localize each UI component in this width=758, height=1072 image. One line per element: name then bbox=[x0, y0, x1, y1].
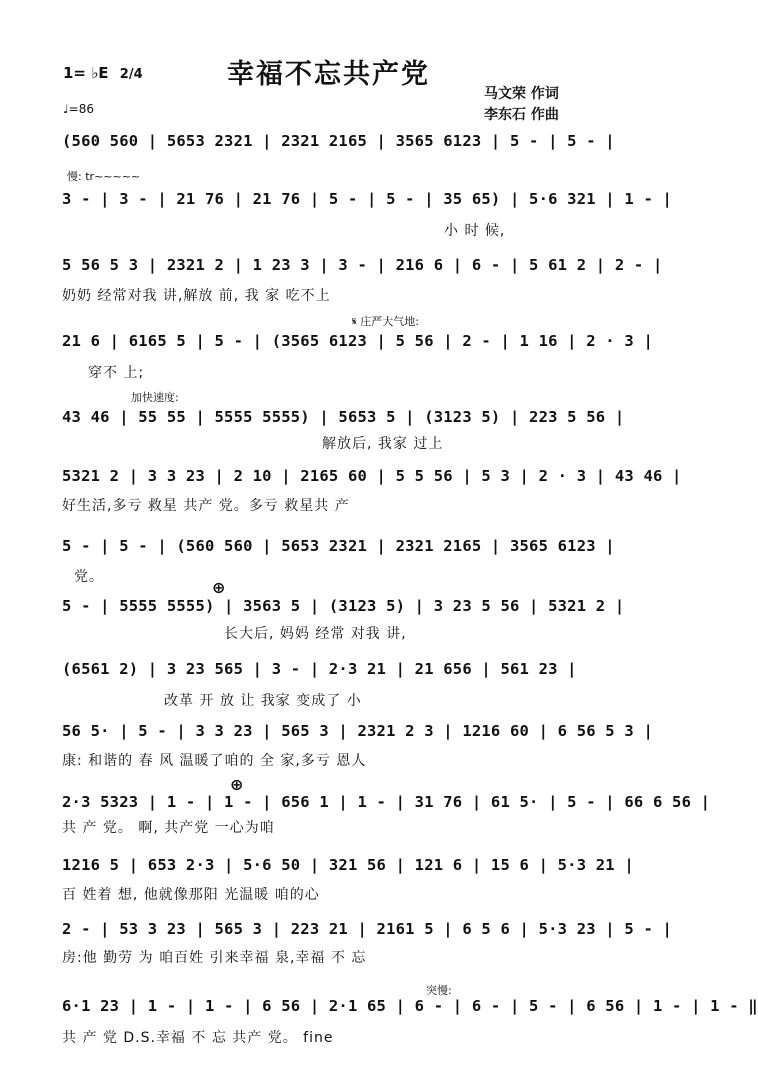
lyric-row-2: 小 时 候, bbox=[444, 223, 506, 239]
notation-row-4: 21 6 | 6165 5 | 5 - | (3565 6123 | 5 56 | 2 - | 1 16 | 2 · 3 | bbox=[62, 332, 653, 350]
segno-annotation: 𝄋 庄严大气地: bbox=[352, 315, 419, 328]
tempo-mark: ♩=86 bbox=[63, 102, 94, 116]
key-signature bbox=[63, 64, 143, 82]
speed-annotation: 加快速度: bbox=[131, 391, 179, 404]
notation-row-3: 5 56 5 3 | 2321 2 | 1 23 3 | 3 - | 216 6 | 6 - | 5 61 2 | 2 - | bbox=[62, 256, 663, 274]
slow-annotation: 突慢: bbox=[426, 984, 452, 997]
notation-row-11: 2·3 5323 | 1 - | 1 - | 656 1 | 1 - | 31 76 | 61 5· | 5 - | 66 6 56 | bbox=[62, 793, 711, 811]
notation-row-1: (560 560 | 5653 2321 | 2321 2165 | 3565 6123 | 5 - | 5 - | bbox=[62, 132, 615, 150]
notation-row-6: 5321 2 | 3 3 23 | 2 10 | 2165 60 | 5 5 56 | 5 3 | 2 · 3 | 43 46 | bbox=[62, 467, 682, 485]
coda-symbol-2: ⊕ bbox=[230, 775, 244, 794]
lyric-row-8: 长大后, 妈妈 经常 对我 讲, bbox=[224, 626, 407, 642]
notation-row-12: 1216 5 | 653 2·3 | 5·6 50 | 321 56 | 121 6 | 15 6 | 5·3 21 | bbox=[62, 856, 634, 874]
notation-row-8: 5 - | 5555 5555) | 3563 5 | (3123 5) | 3 23 5 56 | 5321 2 | bbox=[62, 597, 625, 615]
lyric-row-7: 党。 bbox=[74, 569, 104, 585]
notation-row-2: 3 - | 3 - | 21 76 | 21 76 | 5 - | 5 - | 35 65) | 5·6 321 | 1 - | bbox=[62, 190, 673, 208]
lyric-row-12: 百 姓着 想, 他就像那阳 光温暖 咱的心 bbox=[62, 887, 320, 903]
notation-row-9: (6561 2) | 3 23 565 | 3 - | 2·3 21 | 21 656 | 561 23 | bbox=[62, 660, 577, 678]
coda-symbol-1: ⊕ bbox=[212, 578, 226, 597]
lyricist-credit: 马文荣 作词 bbox=[484, 86, 559, 102]
notation-row-13: 2 - | 53 3 23 | 565 3 | 223 21 | 2161 5 | 6 5 6 | 5·3 23 | 5 - | bbox=[62, 920, 673, 938]
trill-annotation: 慢: tr~~~~~ bbox=[67, 170, 141, 183]
lyric-row-14: 共 产 党 D.S.幸福 不 忘 共产 党。 fine bbox=[62, 1030, 334, 1046]
composer-credit: 李东石 作曲 bbox=[484, 107, 559, 123]
time-signature: 2/4 bbox=[119, 67, 143, 82]
song-title: 幸福不忘共产党 bbox=[227, 59, 430, 90]
lyric-row-3: 奶奶 经常对我 讲,解放 前, 我 家 吃不上 bbox=[62, 288, 331, 304]
notation-row-10: 56 5· | 5 - | 3 3 23 | 565 3 | 2321 2 3 | 1216 60 | 6 56 5 3 | bbox=[62, 722, 653, 740]
key-text: 1= ♭E bbox=[63, 64, 109, 82]
lyric-row-10: 康: 和谐的 春 风 温暖了咱的 全 家,多亏 恩人 bbox=[62, 753, 367, 769]
lyric-row-4: 穿不 上; bbox=[88, 365, 145, 381]
lyric-row-13: 房:他 勤劳 为 咱百姓 引来幸福 泉,幸福 不 忘 bbox=[62, 950, 367, 966]
notation-row-14: 6·1 23 | 1 - | 1 - | 6 56 | 2·1 65 | 6 - | 6 - | 5 - | 6 56 | 1 - | 1 - ‖ bbox=[62, 997, 758, 1015]
notation-row-5: 43 46 | 55 55 | 5555 5555) | 5653 5 | (3123 5) | 223 5 56 | bbox=[62, 408, 625, 426]
lyric-row-9: 改革 开 放 让 我家 变成了 小 bbox=[164, 693, 362, 709]
lyric-row-5: 解放后, 我家 过上 bbox=[322, 436, 444, 452]
lyric-row-6: 好生活,多亏 救星 共产 党。多亏 救星共 产 bbox=[62, 498, 350, 514]
lyric-row-11: 共 产 党。 啊, 共产党 一心为咱 bbox=[62, 820, 275, 836]
notation-row-7: 5 - | 5 - | (560 560 | 5653 2321 | 2321 2165 | 3565 6123 | bbox=[62, 537, 615, 555]
